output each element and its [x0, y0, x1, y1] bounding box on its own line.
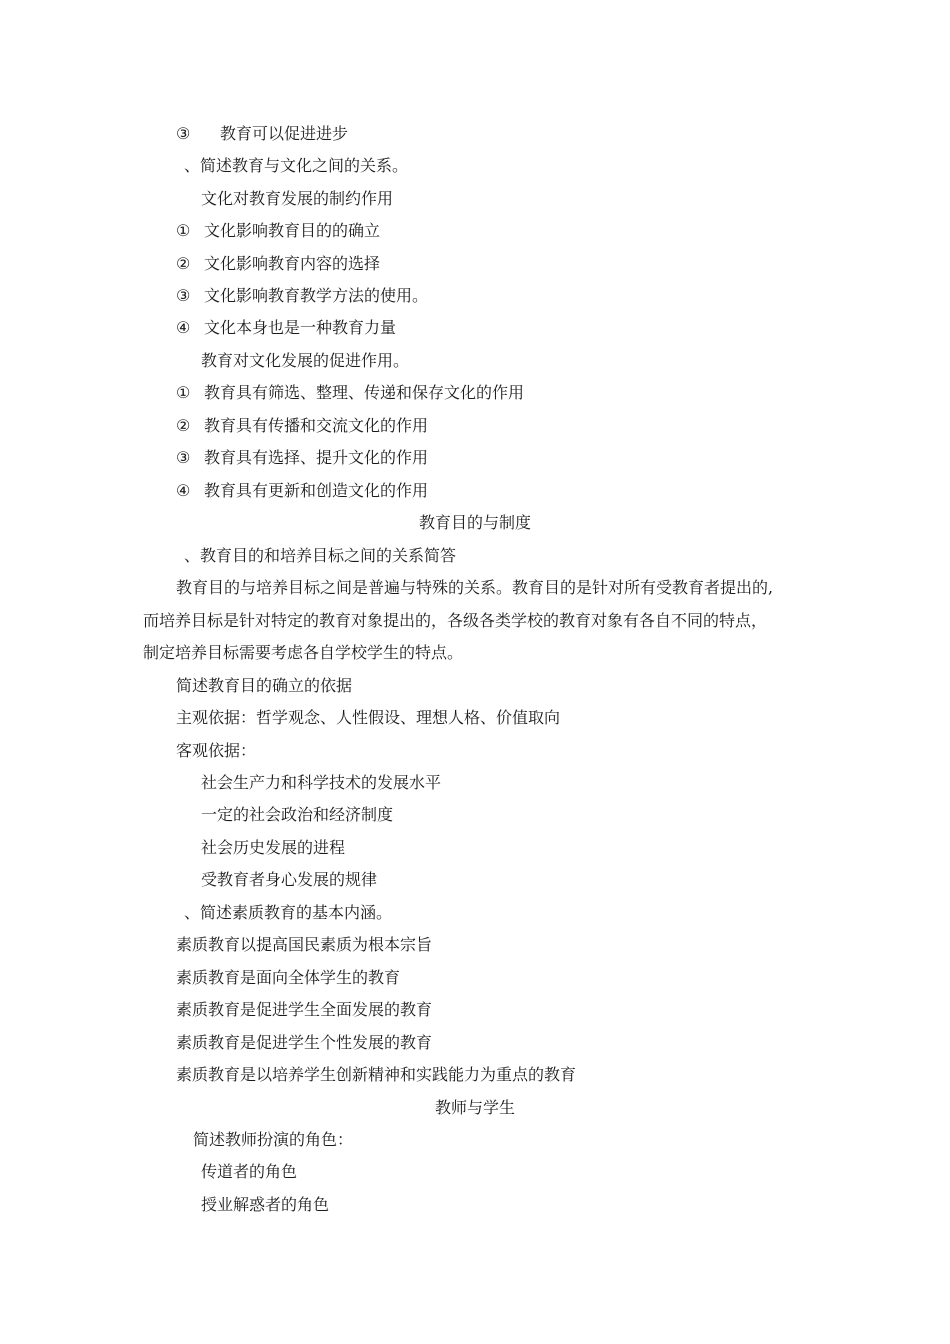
paragraph-line: 客观依据： [176, 741, 257, 760]
item-marker: ④ [176, 318, 191, 337]
item-text: 文化影响教育教学方法的使用。 [204, 286, 429, 305]
list-item [176, 286, 428, 306]
item-text: 教育具有选择、提升文化的作用 [204, 448, 429, 467]
item-text: 教育具有更新和创造文化的作用 [204, 481, 429, 500]
item-marker: ④ [176, 481, 191, 500]
list-item: 素质教育是促进学生全面发展的教育 [176, 1000, 433, 1019]
item-marker: ② [176, 254, 191, 273]
list-item: 受教育者身心发展的规律 [201, 870, 378, 889]
paragraph-line: 教育目的与培养目标之间是普遍与特殊的关系。教育目的是针对所有受教育者提出的, [176, 578, 774, 597]
item-text: 文化影响教育目的的确立 [204, 221, 381, 240]
paragraph-line: 而培养目标是针对特定的教育对象提出的，各级各类学校的教育对象有各自不同的特点， [143, 611, 768, 630]
list-item [176, 383, 524, 403]
list-item: 素质教育是促进学生个性发展的教育 [176, 1033, 433, 1052]
list-item: 一定的社会政治和经济制度 [201, 805, 394, 824]
section-title: 教师与学生 [434, 1098, 515, 1117]
item-marker: ① [176, 221, 191, 240]
section-title: 教育目的与制度 [418, 513, 531, 532]
list-item: 社会历史发展的进程 [201, 838, 346, 857]
list-item [176, 481, 428, 501]
item-text: 教育可以促进进步 [220, 124, 349, 143]
question-heading: 、简述素质教育的基本内涵。 [184, 903, 393, 922]
list-item: 素质教育是面向全体学生的教育 [176, 968, 401, 987]
subheading: 文化对教育发展的制约作用 [201, 189, 394, 208]
list-item [176, 124, 348, 144]
item-marker: ③ [176, 124, 191, 143]
question-heading: 简述教师扮演的角色： [193, 1130, 354, 1149]
item-marker: ① [176, 383, 191, 402]
list-item [176, 448, 428, 468]
question-heading: 、教育目的和培养目标之间的关系简答 [184, 546, 457, 565]
list-item: 授业解惑者的角色 [201, 1195, 330, 1214]
list-item: 传道者的角色 [201, 1162, 298, 1181]
subheading: 教育对文化发展的促进作用。 [201, 351, 410, 370]
item-marker: ② [176, 416, 191, 435]
item-marker: ③ [176, 448, 191, 467]
item-text: 文化本身也是一种教育力量 [204, 318, 397, 337]
list-item: 素质教育是以培养学生创新精神和实践能力为重点的教育 [176, 1065, 577, 1084]
item-text: 文化影响教育内容的选择 [204, 254, 381, 273]
item-text: 教育具有传播和交流文化的作用 [204, 416, 429, 435]
item-marker: ③ [176, 286, 191, 305]
question-heading: 简述教育目的确立的依据 [176, 676, 353, 695]
question-heading: 、简述教育与文化之间的关系。 [184, 156, 409, 175]
paragraph-line: 主观依据：哲学观念、人性假设、理想人格、价值取向 [176, 708, 561, 727]
paragraph-line: 制定培养目标需要考虑各自学校学生的特点。 [143, 643, 464, 662]
list-item: 素质教育以提高国民素质为根本宗旨 [176, 935, 433, 954]
list-item: 社会生产力和科学技术的发展水平 [201, 773, 442, 792]
list-item [176, 254, 380, 274]
list-item [176, 416, 428, 436]
item-text: 教育具有筛选、整理、传递和保存文化的作用 [204, 383, 525, 402]
list-item [176, 318, 396, 338]
list-item [176, 221, 380, 241]
